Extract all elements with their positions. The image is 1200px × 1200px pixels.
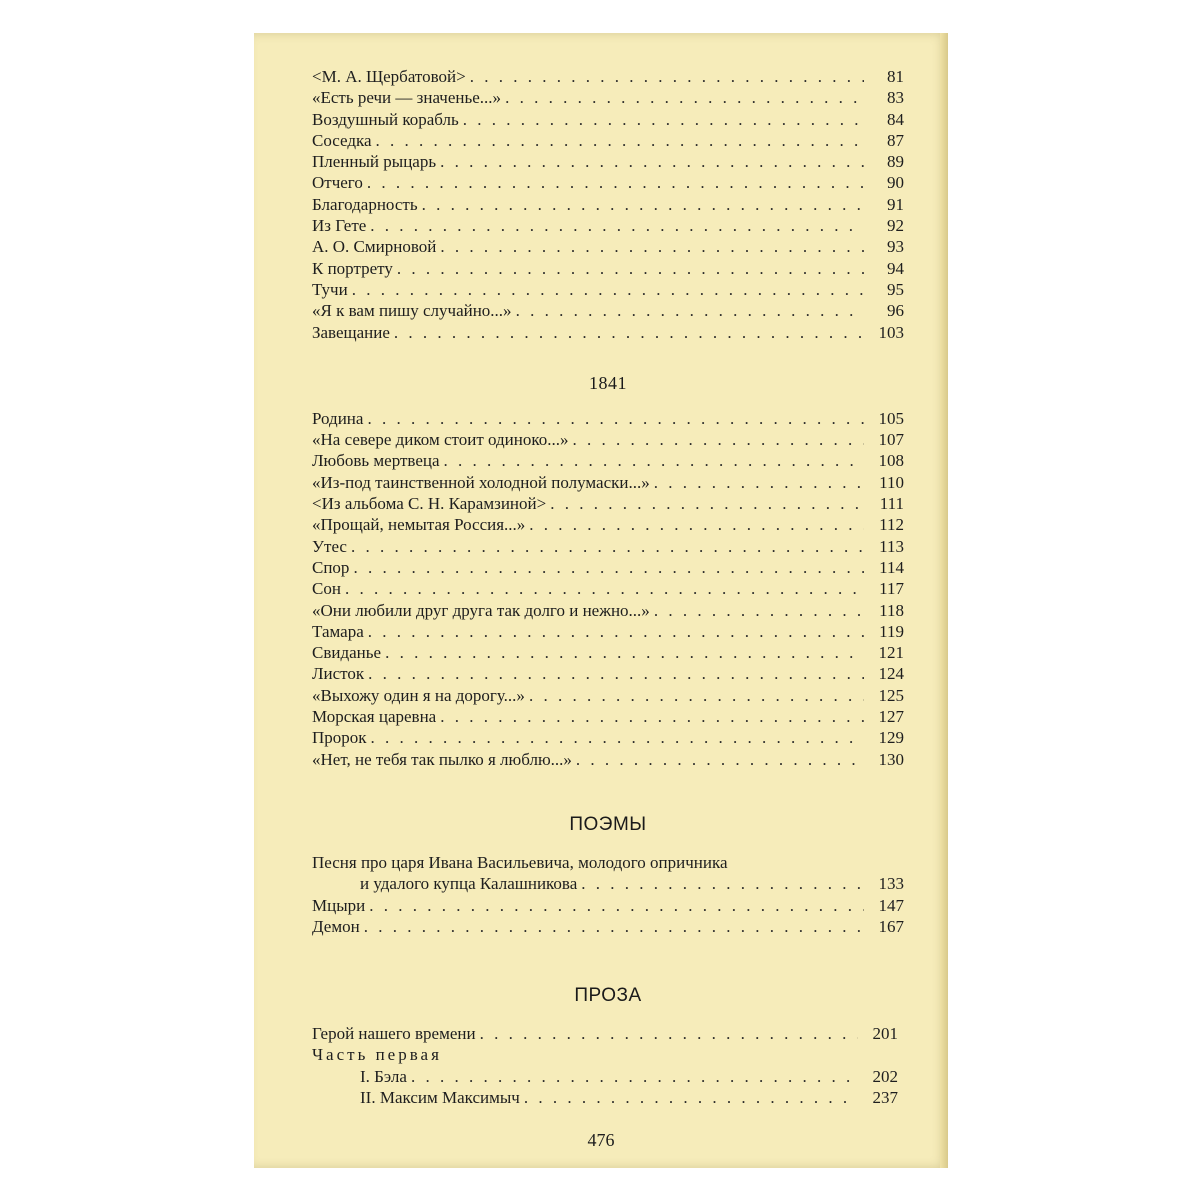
dot-leader — [550, 493, 864, 514]
entry-page: 90 — [887, 173, 904, 193]
entry-title: «Прощай, немытая Россия...» — [312, 515, 526, 535]
entry-page: 237 — [872, 1087, 898, 1107]
entry-title: Свиданье — [312, 643, 382, 663]
dot-leader — [367, 408, 864, 429]
entry-title: «Они любили друг друга так долго и нежно...» — [312, 600, 650, 620]
entry-page: 103 — [878, 322, 904, 342]
entry-title-continued: и удалого купца Калашникова — [360, 874, 578, 894]
toc-entry — [312, 895, 904, 916]
entry-page: 108 — [878, 451, 904, 471]
toc-entry — [312, 621, 904, 642]
toc-entry — [312, 279, 904, 300]
entry-page: 112 — [879, 515, 904, 535]
entry-title: Пленный рыцарь — [312, 152, 437, 172]
toc-entry — [312, 109, 904, 130]
dot-leader — [444, 450, 864, 471]
entry-title: Утес — [312, 536, 347, 556]
toc-entry — [312, 493, 904, 514]
toc-entry — [312, 536, 904, 557]
entry-page: 129 — [878, 728, 904, 748]
entry-page: 121 — [878, 643, 904, 663]
toc-entry — [312, 66, 904, 87]
dot-leader — [368, 621, 864, 642]
entry-title: Соседка — [312, 130, 372, 150]
entry-page: 119 — [879, 621, 904, 641]
dot-leader — [529, 685, 864, 706]
toc-entry — [312, 194, 904, 215]
toc-entry — [312, 450, 904, 471]
dot-leader — [576, 749, 864, 770]
section-heading-prose: ПРОЗА — [574, 985, 642, 1007]
dot-leader — [364, 916, 864, 937]
entry-title: «Из-под таинственной холодной полумаски...» — [312, 472, 650, 492]
toc-entry — [312, 300, 904, 321]
entry-title: «Есть речи — значенье...» — [312, 88, 502, 108]
dot-leader — [367, 172, 864, 193]
dot-leader — [654, 600, 864, 621]
toc-entry — [312, 472, 904, 493]
section-1840 — [312, 66, 904, 343]
dot-leader — [654, 472, 864, 493]
entry-page: 125 — [878, 685, 904, 705]
entry-page: 105 — [878, 408, 904, 428]
entry-title: Отчего — [312, 173, 363, 193]
section-1841 — [312, 408, 904, 770]
page-number: 476 — [587, 1130, 615, 1150]
dot-leader — [440, 151, 864, 172]
entry-page: 202 — [872, 1066, 898, 1086]
entry-title: Песня про царя Ивана Васильевича, молодого опричника — [312, 852, 728, 872]
toc-entry — [312, 130, 904, 151]
page-edge — [940, 33, 948, 1168]
toc-entry — [312, 258, 904, 279]
dot-leader — [463, 109, 864, 130]
section-poems — [312, 852, 904, 937]
entry-page: 91 — [887, 194, 904, 214]
dot-leader — [370, 215, 864, 236]
toc-entry — [312, 749, 904, 770]
dot-leader — [440, 706, 864, 727]
table-of-contents — [312, 66, 904, 1108]
toc-entry — [312, 600, 904, 621]
entry-title: А. О. Смирновой — [312, 237, 437, 257]
entry-title: К портрету — [312, 258, 393, 278]
entry-title: <Из альбома С. Н. Карамзиной> — [312, 494, 547, 514]
toc-entry — [312, 727, 904, 748]
entry-page: 81 — [887, 67, 904, 86]
dot-leader — [385, 642, 864, 663]
toc-part-line — [312, 1044, 898, 1065]
toc-entry — [312, 151, 904, 172]
toc-entry — [312, 408, 904, 429]
dot-leader — [411, 1066, 858, 1087]
toc-entry — [312, 172, 904, 193]
entry-page: 94 — [887, 258, 904, 278]
dot-leader — [480, 1023, 858, 1044]
entry-page: 167 — [878, 916, 904, 936]
entry-page: 114 — [879, 557, 904, 577]
entry-title: «Нет, не тебя так пылко я люблю...» — [312, 749, 572, 769]
dot-leader — [345, 578, 864, 599]
entry-page: 147 — [878, 895, 904, 915]
entry-title: Тучи — [312, 279, 348, 299]
toc-entry — [312, 706, 904, 727]
entry-title: Демон — [312, 916, 360, 936]
entry-title: Тамара — [312, 621, 364, 641]
dot-leader — [573, 429, 865, 450]
part-label: Часть первая — [312, 1045, 442, 1065]
entry-title: Воздушный корабль — [312, 109, 459, 129]
dot-leader — [351, 536, 864, 557]
dot-leader — [371, 727, 864, 748]
entry-page: 118 — [879, 600, 904, 620]
dot-leader — [368, 663, 864, 684]
section-prose — [312, 1023, 904, 1108]
entry-title: «Я к вам пишу случайно...» — [312, 301, 512, 321]
toc-entry — [312, 642, 904, 663]
dot-leader — [422, 194, 864, 215]
entry-title: «На севере диком стоит одиноко...» — [312, 430, 569, 450]
dot-leader — [516, 300, 864, 321]
entry-title: Пророк — [312, 728, 367, 748]
entry-title: II. Максим Максимыч — [360, 1087, 520, 1107]
toc-entry — [312, 1087, 898, 1108]
entry-page: 89 — [887, 152, 904, 172]
toc-entry — [312, 322, 904, 343]
entry-page: 93 — [887, 237, 904, 257]
entry-page: 95 — [887, 279, 904, 299]
dot-leader — [369, 895, 864, 916]
entry-title: Спор — [312, 557, 350, 577]
entry-page: 83 — [887, 88, 904, 108]
entry-title: I. Бэла — [360, 1066, 407, 1086]
entry-title: Из Гете — [312, 216, 367, 236]
dot-leader — [440, 236, 864, 257]
dot-leader — [505, 87, 864, 108]
entry-page: 117 — [879, 579, 904, 599]
entry-page: 107 — [878, 430, 904, 450]
entry-page: 96 — [887, 301, 904, 321]
entry-page: 113 — [879, 536, 904, 556]
entry-title: Любовь мертвеца — [312, 451, 440, 471]
section-heading-poems: ПОЭМЫ — [569, 813, 647, 835]
dot-leader — [529, 514, 864, 535]
entry-page: 133 — [878, 874, 904, 894]
entry-title: Благодарность — [312, 194, 418, 214]
entry-title: Сон — [312, 579, 341, 599]
dot-leader — [394, 322, 864, 343]
toc-entry-line — [312, 852, 904, 873]
dot-leader — [524, 1087, 858, 1108]
toc-entry — [312, 1066, 898, 1087]
section-heading-1841: 1841 — [589, 372, 627, 393]
entry-page: 127 — [878, 707, 904, 727]
dot-leader — [581, 873, 864, 894]
dot-leader — [470, 66, 864, 87]
dot-leader — [376, 130, 864, 151]
entry-title: Мцыри — [312, 895, 366, 915]
toc-entry — [312, 1023, 898, 1044]
toc-entry — [312, 429, 904, 450]
entry-title: <М. А. Щербатовой> — [312, 67, 466, 86]
entry-page: 92 — [887, 216, 904, 236]
toc-entry — [312, 87, 904, 108]
dot-leader — [352, 279, 864, 300]
toc-entry — [312, 578, 904, 599]
toc-entry — [312, 663, 904, 684]
entry-page: 110 — [879, 472, 904, 492]
entry-title: Листок — [312, 664, 365, 684]
toc-entry — [312, 514, 904, 535]
entry-page: 84 — [887, 109, 904, 129]
toc-entry — [312, 685, 904, 706]
entry-page: 130 — [878, 749, 904, 769]
entry-title: «Выхожу один я на дорогу...» — [312, 685, 525, 705]
toc-entry — [312, 557, 904, 578]
entry-page: 124 — [878, 664, 904, 684]
toc-entry — [312, 873, 904, 894]
entry-title: Завещание — [312, 322, 390, 342]
toc-entry — [312, 236, 904, 257]
entry-title: Морская царевна — [312, 707, 437, 727]
entry-page: 111 — [879, 494, 904, 514]
entry-title: Герой нашего времени — [312, 1024, 476, 1044]
entry-title: Родина — [312, 408, 364, 428]
entry-page: 201 — [872, 1024, 898, 1044]
toc-entry — [312, 215, 904, 236]
dot-leader — [353, 557, 864, 578]
entry-page: 87 — [887, 130, 904, 150]
dot-leader — [397, 258, 864, 279]
toc-entry — [312, 916, 904, 937]
